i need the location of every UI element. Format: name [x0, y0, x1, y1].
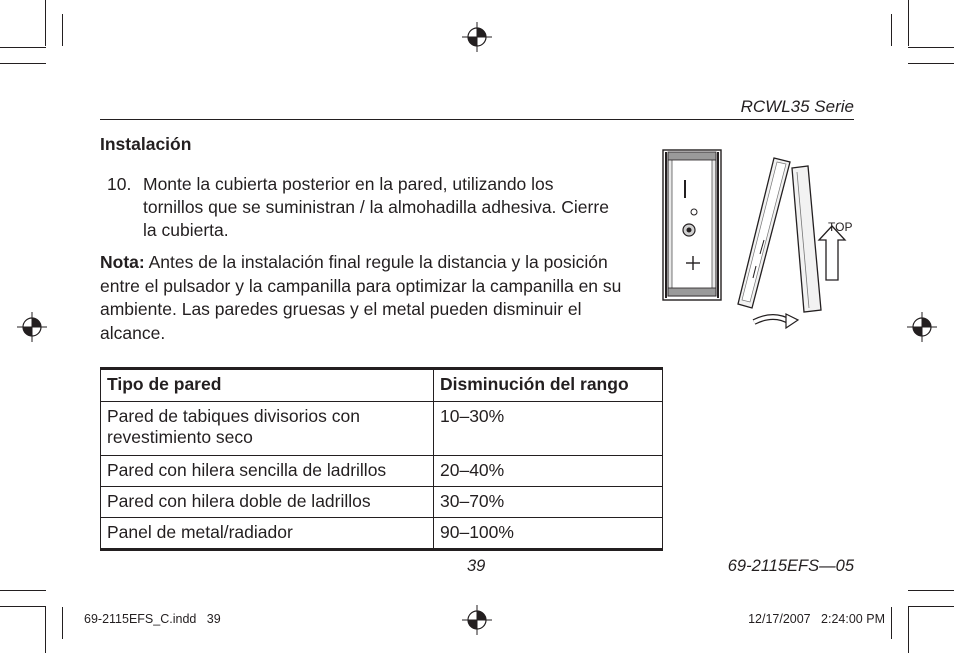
header-rule — [100, 119, 854, 120]
crop-mark — [0, 63, 46, 64]
range-reduction-table — [100, 367, 663, 551]
registration-mark-icon — [462, 605, 492, 635]
crop-mark — [62, 607, 63, 639]
column-header-range-reduction: Disminución del rango — [434, 369, 663, 402]
crop-mark — [908, 0, 909, 46]
column-header-wall-type: Tipo de pared — [101, 369, 434, 402]
registration-mark-icon — [17, 312, 47, 342]
wall-type-cell: Pared con hilera doble de ladrillos — [101, 487, 434, 518]
registration-mark-icon — [907, 312, 937, 342]
crop-mark — [0, 606, 46, 607]
top-label: TOP — [828, 220, 853, 234]
range-reduction-cell: 20–40% — [434, 456, 663, 487]
document-code: 69-2115EFS—05 — [727, 557, 854, 575]
crop-mark — [891, 607, 892, 639]
wall-type-cell: Panel de metal/radiador — [101, 518, 434, 550]
installation-step — [107, 173, 617, 242]
crop-mark — [62, 14, 63, 46]
note-label: Nota: — [100, 252, 145, 272]
crop-mark — [908, 63, 954, 64]
slug-datetime: 12/17/2007 2:24:00 PM — [748, 612, 885, 626]
series-header: RCWL35 Serie — [740, 97, 854, 116]
cover-installation-illustration — [656, 140, 856, 340]
crop-mark — [908, 607, 909, 653]
step-text: Monte la cubierta posterior en la pared, utilizando los tornillos que se suministran / la almohadilla adhesiva. Cierre la cubierta. — [143, 174, 609, 240]
range-reduction-cell: 10–30% — [434, 402, 663, 456]
crop-mark — [45, 607, 46, 653]
table-row — [101, 518, 663, 550]
crop-mark — [45, 0, 46, 46]
crop-mark — [908, 606, 954, 607]
note-paragraph — [100, 251, 630, 345]
crop-mark — [891, 14, 892, 46]
section-title: Instalación — [100, 134, 192, 154]
wall-type-cell: Pared de tabiques divisorios con revestimiento seco — [101, 402, 434, 456]
range-reduction-cell: 90–100% — [434, 518, 663, 550]
crop-mark — [0, 47, 46, 48]
crop-mark — [908, 47, 954, 48]
table-row — [101, 402, 663, 456]
wall-type-cell: Pared con hilera sencilla de ladrillos — [101, 456, 434, 487]
step-number: 10. — [107, 174, 132, 194]
crop-mark — [908, 590, 954, 591]
crop-mark — [0, 590, 46, 591]
table-header-row — [101, 369, 663, 402]
range-reduction-cell: 30–70% — [434, 487, 663, 518]
page-number: 39 — [467, 557, 486, 575]
table-row — [101, 456, 663, 487]
slug-filename: 69-2115EFS_C.indd 39 — [84, 612, 221, 626]
note-text: Antes de la instalación final regule la distancia y la posición entre el pulsador y la campanilla para optimizar la campanilla en su ambiente. Las paredes gruesas y el metal pueden disminuir el alcance. — [100, 252, 622, 343]
registration-mark-icon — [462, 22, 492, 52]
table-row — [101, 487, 663, 518]
